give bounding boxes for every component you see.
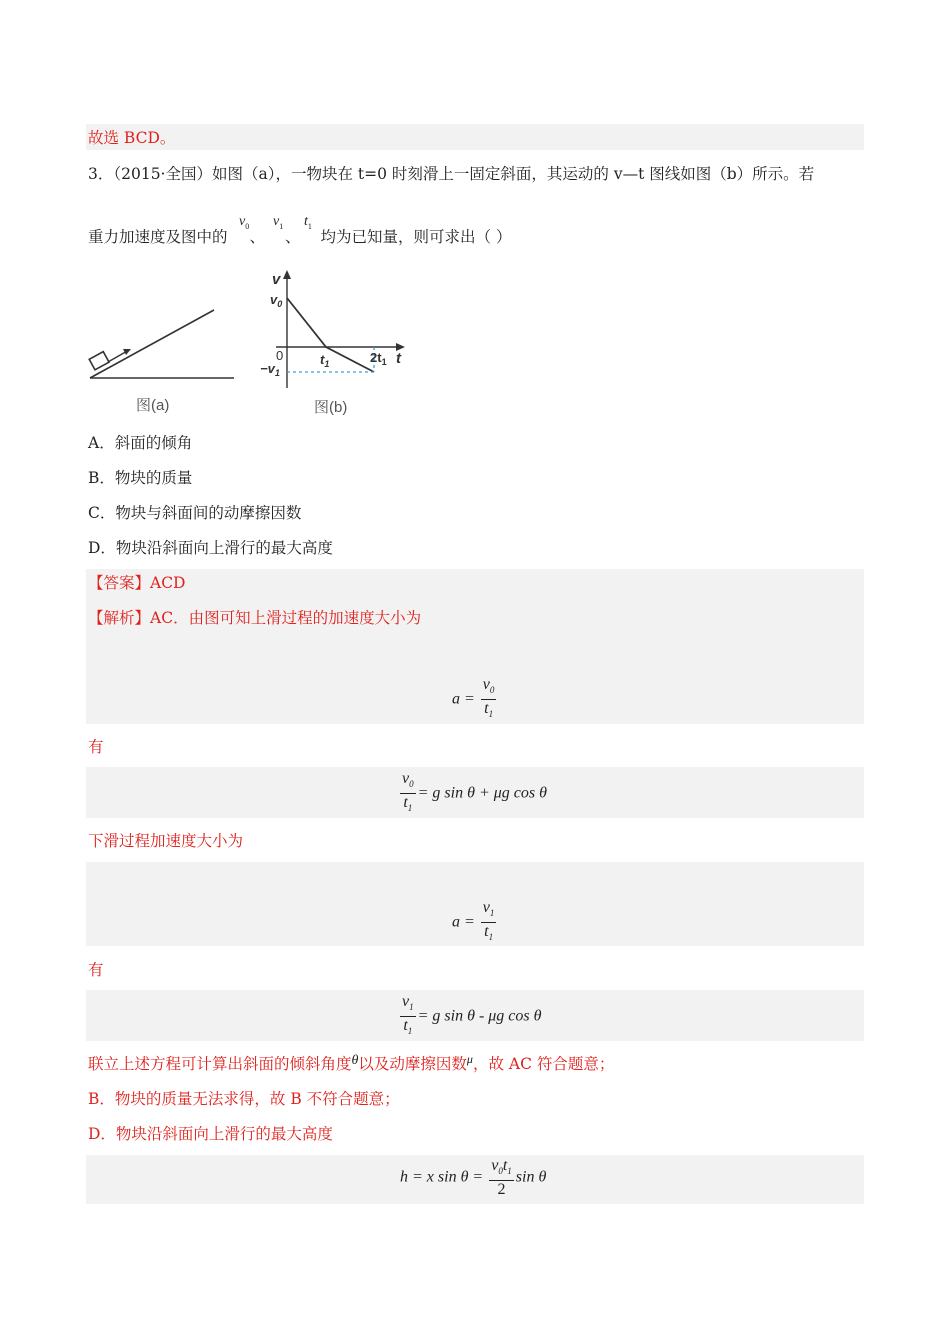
conclusion-line [88, 1053, 614, 1077]
equation-3: a = $\frac{v_1}{t_1}$ [452, 899, 495, 943]
you-1: 有 [88, 738, 104, 756]
incline-line [90, 310, 214, 378]
theta-symbol: θ [351, 1053, 359, 1068]
analysis-tag: 【解析】 [88, 609, 151, 627]
question-line2 [88, 226, 511, 248]
question-line1: 3．（2015·全国）如图（a），一物块在 t=0 时刻滑上一固定斜面，其运动的 v—t 图线如图（b）所示。若 [88, 165, 815, 183]
prev-answer: 故选 BCD。 [88, 129, 176, 147]
label-t1: $t_1$ [320, 352, 330, 369]
answer-prev-block [86, 124, 864, 150]
conclusion-c: ，故 AC 符合题意； [472, 1055, 615, 1073]
option-c: C．物块与斜面间的动摩擦因数 [88, 504, 302, 522]
label-v-axis: v [272, 271, 281, 288]
caption-a: 图(a) [136, 397, 170, 414]
caption-b: 图(b) [314, 399, 348, 416]
sep-1: 、 [249, 228, 266, 246]
option-b: B．物块的质量 [88, 469, 193, 487]
option-d: D．物块沿斜面向上滑行的最大高度 [88, 539, 333, 557]
var-v0: $v_0$ [239, 214, 250, 231]
vt-line [287, 298, 374, 372]
sep-2: 、 [285, 228, 301, 246]
down-text: 下滑过程加速度大小为 [88, 832, 244, 850]
var-v1: $v_1$ [273, 214, 284, 231]
figure-b-vt-graph [256, 266, 416, 421]
analysis-intro [88, 607, 421, 629]
label-origin: 0 [276, 348, 284, 363]
conclusion-b: 以及动摩擦因数 [358, 1055, 467, 1073]
equation-5: h = x sin θ = $\frac{v_0t_1}{2}$ sin θ [400, 1157, 547, 1199]
figure-a-incline [86, 296, 246, 421]
label-neg-v1: $-v_1$ [260, 361, 280, 378]
conclusion-a: 联立上述方程可计算出斜面的倾斜角度 [88, 1055, 352, 1073]
option-a: A．斜面的倾角 [88, 434, 193, 452]
question-line2-tail: 均为已知量，则可求出（ ） [320, 228, 512, 246]
equation-2: $\frac{v_0}{t_1}$ = g sin θ + μg cos θ [402, 770, 547, 814]
analysis-b: B．物块的质量无法求得，故 B 不符合题意； [88, 1090, 400, 1108]
label-t-axis: t [396, 350, 401, 367]
equation-4: $\frac{v_1}{t_1}$ = g sin θ - μg cos θ [402, 993, 542, 1037]
you-2: 有 [88, 961, 104, 979]
block-shape [89, 352, 109, 370]
mu-symbol: μ [466, 1052, 473, 1066]
equation-1: a = $\frac{v_0}{t_1}$ [452, 676, 495, 720]
analysis-intro-text: AC．由图可知上滑过程的加速度大小为 [150, 609, 422, 627]
answer-line: 【答案】ACD [88, 574, 186, 592]
question-line2-lead: 重力加速度及图中的 [88, 228, 228, 246]
analysis-d: D．物块沿斜面向上滑行的最大高度 [88, 1125, 333, 1143]
label-v0: $v_0$ [270, 292, 283, 309]
label-2t1: $2t_1$ [370, 350, 387, 367]
var-t1: $t_1$ [304, 214, 312, 231]
